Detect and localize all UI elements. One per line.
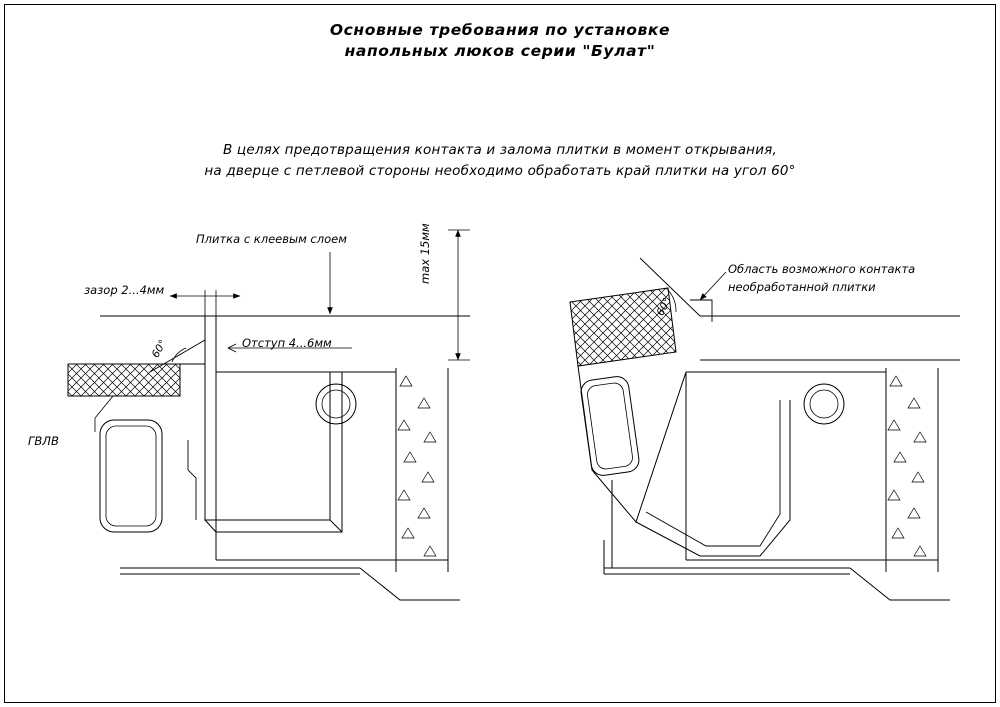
label-angle-left: 60° bbox=[149, 337, 170, 360]
note-line-2: на дверце с петлевой стороны необходимо обработать край плитки на угол 60° bbox=[204, 163, 796, 179]
label-angle-right: 60° bbox=[654, 295, 674, 318]
left-gvlv-block bbox=[68, 364, 180, 396]
right-concrete-symbols bbox=[888, 376, 926, 556]
left-lid-inner-frame bbox=[205, 372, 330, 520]
label-tile-with-glue: Плитка с клеевым слоем bbox=[196, 232, 347, 246]
left-lid-outer-frame bbox=[216, 372, 342, 532]
right-open-door-panel bbox=[578, 366, 686, 522]
label-max-height: max 15мм bbox=[418, 223, 432, 284]
right-arm-linkage bbox=[636, 400, 790, 556]
left-handle-panel bbox=[100, 420, 162, 532]
left-gvlv-leader bbox=[95, 396, 113, 418]
left-floor-edge bbox=[360, 568, 460, 600]
right-assembly-drawing bbox=[570, 258, 960, 600]
label-gap: зазор 2...4мм bbox=[84, 283, 165, 297]
right-floor-edge bbox=[850, 568, 950, 600]
right-contact-leader bbox=[700, 272, 726, 300]
right-contact-zone bbox=[690, 300, 712, 322]
label-contact-area-line1: Область возможного контакта bbox=[728, 262, 916, 276]
title-line-1: Основные требования по установке bbox=[329, 21, 671, 39]
left-concrete-symbols bbox=[398, 376, 436, 556]
note-line-1: В целях предотвращения контакта и залома плитки в момент открывания, bbox=[222, 142, 777, 158]
label-contact-area-line2: необработанной плитки bbox=[728, 280, 876, 294]
left-arm bbox=[188, 440, 196, 520]
label-offset: Отступ 4...6мм bbox=[242, 336, 332, 350]
label-gvlv: ГВЛВ bbox=[28, 434, 59, 448]
title-line-2: напольных люков серии "Булат" bbox=[344, 42, 656, 60]
